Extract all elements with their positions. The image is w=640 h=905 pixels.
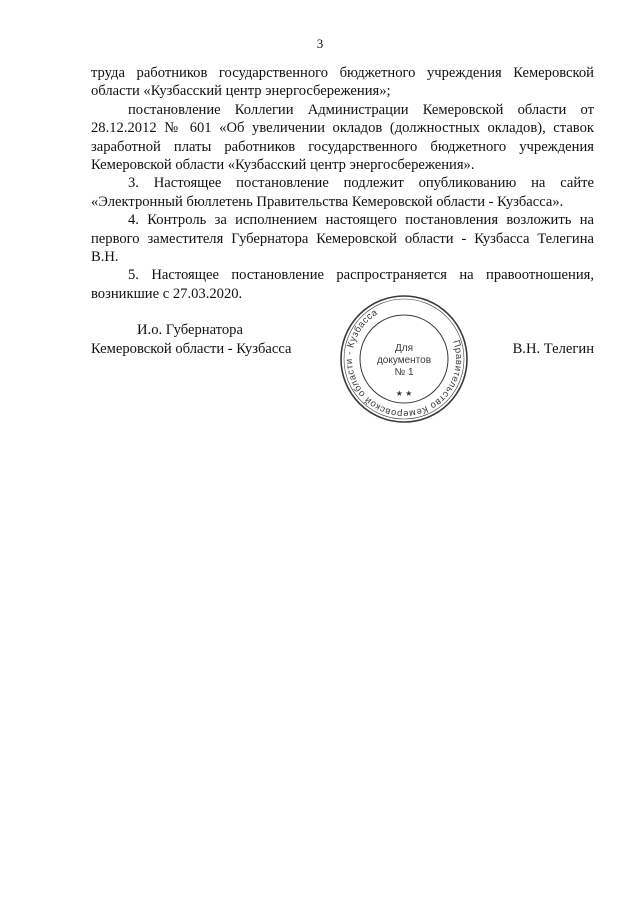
signatory-name: В.Н. Телегин bbox=[512, 341, 594, 357]
seal-center-line-3: № 1 bbox=[394, 367, 414, 378]
seal-center-line-2: документов bbox=[376, 355, 432, 366]
signatory-title-line-1: И.о. Губернатора bbox=[137, 322, 243, 338]
signatory-title bbox=[91, 321, 292, 359]
paragraph-4: 4. Контроль за исполнением настоящего постановления возложить на первого заместителя Губернатора Кемеровской области - Кузбасса Телегина В.Н. bbox=[91, 212, 594, 266]
document-body bbox=[91, 64, 594, 303]
seal-ring-text: Правительство Кемеровской области - Кузбасса bbox=[343, 307, 465, 420]
paragraph-5: 5. Настоящее постановление распространяется на правоотношения, возникшие с 27.03.2020. bbox=[91, 267, 594, 302]
official-seal-stamp bbox=[338, 293, 470, 425]
seal-center-line-1: Для bbox=[394, 343, 414, 354]
seal-stars: ★ ★ bbox=[395, 389, 413, 398]
paragraph-2: постановление Коллегии Администрации Кемеровской области от 28.12.2012 № 601 «Об увеличении окладов (должностных окладов), ставок заработной платы работников государственного бюджетного учреждения Кемеровской области «Кузбасский центр энергосбережения». bbox=[91, 101, 594, 174]
signatory-title-line-2: Кемеровской области - Кузбасса bbox=[91, 341, 292, 357]
page-number: 3 bbox=[316, 36, 324, 51]
paragraph-1: труда работников государственного бюджетного учреждения Кемеровской области «Кузбасский центр энергосбережения»; bbox=[91, 65, 594, 100]
paragraph-3: 3. Настоящее постановление подлежит опубликованию на сайте «Электронный бюллетень Правительства Кемеровской области - Кузбасса». bbox=[91, 175, 594, 210]
